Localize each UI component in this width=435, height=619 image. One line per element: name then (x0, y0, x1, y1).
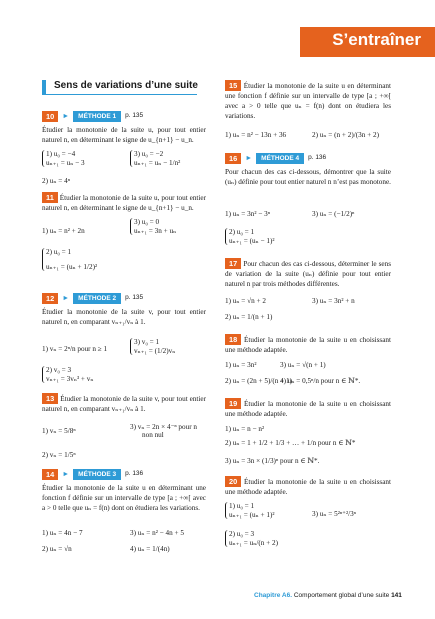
item-line: 2) u₀ = 3 (229, 530, 255, 538)
item-3 (130, 150, 180, 167)
exercise-statement: Étudier la monotonie de la suite u en déterminant une fonction f définie sur un intervalle de type [a ; +∞[ avec a > 0 telle que uₙ = f(n) dont on étudiera les variations. (225, 82, 392, 120)
item-3 (130, 338, 175, 355)
exercise-text (225, 258, 391, 289)
item-3: 3) uₙ = (−1/2)ⁿ (312, 210, 355, 218)
item-2: 2) uₙ = 4ⁿ (42, 177, 70, 185)
exercise-12 (42, 292, 206, 327)
page-footer (254, 592, 402, 599)
exercise-10 (42, 110, 206, 145)
item-3 (130, 422, 197, 439)
system-brace (42, 150, 85, 167)
item-1 (42, 150, 85, 167)
system-brace (225, 530, 278, 547)
exercise-statement: Étudier la monotonie de la suite u en choisissant une méthode adaptée. (225, 336, 392, 354)
exercise-number: 15 (225, 80, 241, 91)
item-line: uₙ₊₁ = (uₙ − 1)² (229, 237, 275, 245)
exercise-statement: Étudier la monotonie de la suite u en choisissant une méthode adaptée. (225, 400, 392, 418)
item-3: 3) uₙ = 3n² + n (312, 297, 355, 305)
exercise-number: 10 (42, 111, 58, 122)
exercise-number: 20 (225, 476, 241, 487)
item-line: 2) v₀ = 3 (46, 366, 72, 374)
item-2: 2) uₙ = (2n + 5)/(n + 1) (225, 377, 292, 385)
item-line: uₙ₊₁ = (uₙ + 1)² (229, 511, 275, 519)
system-brace (130, 150, 180, 167)
item-2: 2) uₙ = 1 + 1/2 + 1/3 + … + 1/n pour n ∈ ℕ* (225, 439, 356, 447)
page-ref: p. 136 (125, 470, 144, 477)
exercise-header (225, 152, 391, 164)
exercise-number: 18 (225, 334, 241, 345)
item-4: 4) uₙ = 1/(4n) (130, 545, 170, 553)
exercise-text: Étudier la monotonie de la suite u, pour tout entier naturel n, en déterminant le signe de u_{n+1} − u_n. (42, 126, 206, 144)
system-brace (225, 502, 275, 519)
exercise-header (42, 292, 206, 304)
exercise-number: 13 (42, 393, 58, 404)
exercise-18 (225, 334, 391, 355)
exercise-statement: Étudier la monotonie de la suite u, pour tout entier naturel n, en déterminant le signe de u_{n+1} − u_n. (42, 194, 206, 212)
exercise-20 (225, 476, 391, 497)
exercise-text (225, 334, 391, 355)
page-ref: p. 136 (308, 154, 327, 161)
item-1: 1) uₙ = n² + 2n (42, 227, 85, 235)
exercise-text (225, 80, 391, 121)
system-brace (42, 366, 93, 383)
exercise-number: 16 (225, 153, 241, 164)
item-1 (225, 502, 275, 519)
item-1: 1) uₙ = 3n² − 3ⁿ (225, 210, 270, 218)
exercise-header (42, 110, 206, 122)
exercise-text (42, 192, 206, 213)
exercise-number: 17 (225, 258, 241, 269)
item-1: 1) vₙ = 2ⁿ/n pour n ≥ 1 (42, 345, 108, 353)
exercise-text: Pour chacun des cas ci-dessous, démontrer que la suite (uₙ) définie pour tout entier naturel n n’est pas monotone. (225, 168, 391, 186)
method-badge[interactable]: MÉTHODE 4 (256, 153, 304, 164)
item-2: 2) uₙ = √n (42, 545, 72, 553)
chapter-label: Chapitre A6. (254, 592, 293, 599)
item-3: 3) uₙ = 3n × (1/3)ⁿ pour n ∈ ℕ*. (225, 457, 320, 465)
item-2: 2) vₙ = 1/5ⁿ (42, 451, 76, 459)
item-line: vₙ₊₁ = (1/2)vₙ (134, 347, 176, 355)
exercise-17 (225, 258, 391, 289)
item-line: 2) u₀ = 1 (229, 228, 255, 236)
item-1: 1) uₙ = √n + 2 (225, 297, 266, 305)
exercise-text: Étudier la monotonie de la suite v, pour tout entier naturel n, en comparant vₙ₊₁/vₙ à 1. (42, 308, 206, 326)
page-ref: p. 135 (125, 112, 144, 119)
item-2: 2) uₙ = 1/(n + 1) (225, 313, 273, 321)
item-2 (42, 248, 97, 271)
exercise-14 (42, 468, 206, 513)
item-3: 3) uₙ = √(n + 1) (280, 361, 326, 369)
section-rule (42, 94, 197, 95)
exercise-15 (225, 80, 391, 121)
system-brace (42, 248, 97, 271)
page-title: S’entraîner (332, 30, 421, 49)
exercise-13 (42, 393, 206, 414)
method-badge[interactable]: MÉTHODE 3 (73, 469, 121, 480)
exercise-19 (225, 398, 391, 419)
exercise-statement: Étudier la monotonie de la suite v, pour tout entier naturel n, en comparant vₙ₊₁/vₙ à 1. (42, 395, 206, 413)
exercise-statement: Pour chacun des cas ci-dessous, déterminer le sens de variation de la suite (uₙ) définie pour tout entier naturel n par trois méthodes différentes. (225, 260, 392, 288)
page-number: 141 (391, 592, 402, 599)
item-2 (225, 530, 278, 547)
item-line: 3) v₀ = 1 (134, 338, 160, 346)
item-line: 1) u₀ = 1 (229, 502, 255, 510)
item-2 (42, 366, 93, 383)
item-line: 3) u₀ = −2 (134, 150, 164, 158)
exercise-text (225, 476, 391, 497)
item-1: 1) uₙ = 4n − 7 (42, 529, 83, 537)
chapter-title: Comportement global d’une suite (293, 592, 390, 599)
item-3: 3) uₙ = 5²ⁿ⁺²/3ⁿ (312, 510, 356, 518)
item-line: uₙ₊₁ = uₙ − 1/n² (134, 159, 181, 167)
item-1: 1) uₙ = n² − 13n + 36 (225, 131, 287, 139)
item-1: 1) vₙ = 5/8ⁿ (42, 427, 76, 435)
exercise-number: 14 (42, 469, 58, 480)
exercise-number: 19 (225, 398, 241, 409)
exercise-16 (225, 152, 391, 187)
exercise-text (225, 398, 391, 419)
item-3: 3) uₙ = n² − 4n + 5 (130, 529, 184, 537)
arrow-icon: ► (62, 112, 70, 120)
exercise-statement: Étudier la monotonie de la suite u en choisissant une méthode adaptée. (225, 478, 392, 496)
item-2 (225, 228, 275, 245)
system-brace (130, 218, 176, 235)
item-line: 3) vₙ = 2n × 4⁻ⁿ pour n (130, 423, 197, 431)
exercise-text (42, 393, 206, 414)
item-line: non nul (142, 431, 164, 439)
page-ref: p. 135 (125, 294, 144, 301)
item-1: 1) uₙ = n − n² (225, 425, 265, 433)
item-line: uₙ₊₁ = (uₙ + 1/2)² (46, 263, 98, 271)
header-band (300, 27, 435, 57)
item-2: 2) uₙ = (n + 2)/(3n + 2) (312, 131, 379, 139)
item-line: uₙ₊₁ = uₙ/(n + 2) (229, 539, 278, 547)
method-badge[interactable]: MÉTHODE 2 (73, 293, 121, 304)
system-brace (130, 338, 175, 355)
exercise-11 (42, 192, 206, 213)
arrow-icon: ► (245, 154, 253, 162)
item-line: vₙ₊₁ = 3vₙ³ + vₙ (46, 375, 94, 383)
exercise-header (42, 468, 206, 480)
item-line: 3) u₀ = 0 (134, 218, 160, 226)
item-line: 2) u₀ = 1 (46, 248, 72, 256)
arrow-icon: ► (62, 294, 70, 302)
item-line: 1) u₀ = −4 (46, 150, 76, 158)
exercise-text: Étudier la monotonie de la suite u en déterminant une fonction f définie sur un intervalle de type [a ; +∞[ avec a > 0 telle que uₙ = f(n) dont on étudiera les variations. (42, 484, 206, 512)
item-4: 4) uₙ = 0,5ⁿ/n pour n ∈ ℕ*. (280, 377, 361, 385)
system-brace (225, 228, 275, 245)
section-title: Sens de variations d’une suite (42, 80, 198, 94)
item-1: 1) uₙ = 3n² (225, 361, 257, 369)
arrow-icon: ► (62, 470, 70, 478)
method-badge[interactable]: MÉTHODE 1 (73, 111, 121, 122)
item-3 (130, 218, 176, 235)
exercise-number: 12 (42, 293, 58, 304)
item-line: uₙ₊₁ = uₙ − 3 (46, 159, 85, 167)
item-line: uₙ₊₁ = 3n + uₙ (134, 227, 177, 235)
exercise-number: 11 (42, 192, 58, 203)
